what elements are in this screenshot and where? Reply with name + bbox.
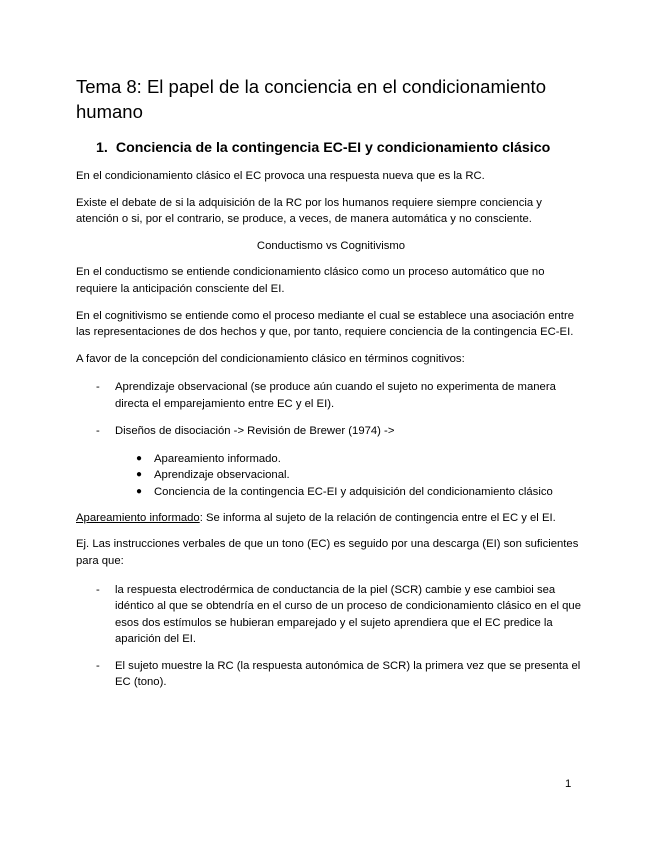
- document-title: Tema 8: El papel de la conciencia en el condicionamiento humano: [76, 76, 546, 122]
- list-item: ● Aprendizaje observacional.: [76, 467, 586, 483]
- paragraph-conductismo: En el conductismo se entiende condicionamiento clásico como un proceso automático que no requiere la anticipación consciente del EI.: [76, 266, 545, 295]
- bullet-marker: ●: [136, 485, 143, 497]
- bullet-marker: ●: [136, 453, 143, 465]
- list-item: - Aprendizaje observacional (se produce aún cuando el sujeto no experimenta de manera directa el emparejamiento entre EC y el EI).: [96, 381, 556, 410]
- paragraph-a-favor: A favor de la concepción del condicionamiento clásico en términos cognitivos:: [76, 352, 465, 365]
- subheading-conductismo-cognitivismo: Conductismo vs Cognitivismo: [256, 239, 406, 252]
- dash-marker: -: [96, 424, 100, 437]
- dash-marker: -: [96, 659, 100, 672]
- paragraph-debate: Existe el debate de si la adquisición de la RC por los humanos requiere siempre conciencia y atención o si, por el contrario, se produce, a veces, de manera automática y no consciente.: [76, 196, 542, 226]
- section-heading: [96, 138, 586, 158]
- definition-text: : Se informa al sujeto de la relación de contingencia entre el EC y el EI.: [199, 511, 556, 524]
- section-number: 1.: [96, 140, 108, 156]
- paragraph-cognitivismo: En el cognitivismo se entiende como el proceso mediante el cual se establece una asociación entre las representaciones de dos hechos y que, por tanto, requiere conciencia de la contingencia EC-EI.: [76, 309, 574, 339]
- bullet-marker: ●: [136, 469, 143, 481]
- paragraph-rc: En el condicionamiento clásico el EC provoca una respuesta nueva que es la RC.: [76, 170, 485, 182]
- paragraph-definition: [76, 510, 586, 527]
- document-content: [76, 74, 586, 691]
- list-item: ● Conciencia de la contingencia EC-EI y adquisición del condicionamiento clásico: [76, 484, 586, 500]
- example-list: [76, 582, 586, 692]
- list-item: - la respuesta electrodérmica de conductancia de la piel (SCR) cambie y ese cambioi sea idéntico al que se obtendría en el curso de un proceso de condicionamiento clásico en el que esos dos estímulos se hubieran emparejado y el sujeto aprendiera que el EC predice la aparición del EI.: [96, 583, 581, 646]
- list-item: - El sujeto muestre la RC (la respuesta autonómica de SCR) la primera vez que se presenta el EC (tono).: [96, 659, 581, 689]
- definition-term: Apareamiento informado: [76, 511, 200, 524]
- list-item: ● Apareamiento informado.: [76, 451, 586, 467]
- page-number: 1: [565, 778, 572, 790]
- favor-list: [76, 379, 586, 439]
- list-item: - Diseños de disociación -> Revisión de Brewer (1974) ->: [76, 423, 586, 440]
- dash-marker: -: [96, 381, 100, 394]
- paragraph-example: Ej. Las instrucciones verbales de que un tono (EC) es seguido por una descarga (EI) son suficientes para que:: [76, 538, 579, 567]
- section-heading-text: Conciencia de la contingencia EC-EI y condicionamiento clásico: [115, 140, 551, 156]
- dissociation-bullet-list: [76, 451, 586, 500]
- dash-marker: -: [96, 583, 100, 596]
